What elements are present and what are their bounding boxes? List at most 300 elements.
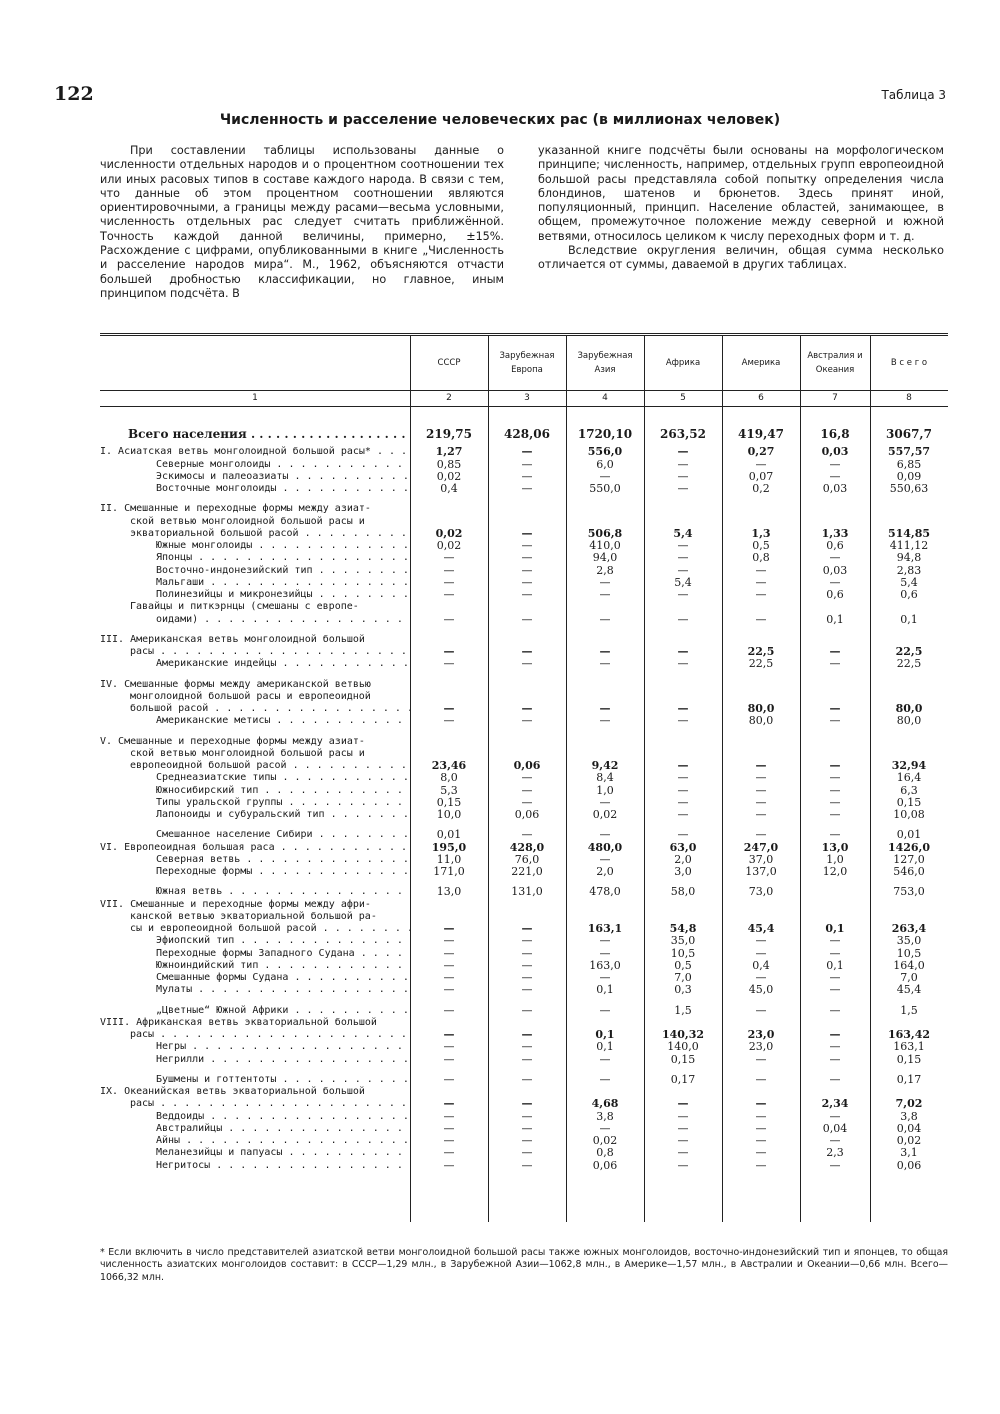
- table-cell: 45,0: [748, 983, 774, 997]
- table-row: [100, 446, 948, 458]
- column-number: 5: [680, 393, 686, 403]
- row-label: ской ветвью монголоидной большой расы и: [130, 515, 365, 527]
- table-cell: —: [521, 469, 533, 483]
- table-cell: —: [677, 702, 689, 715]
- table-row: [100, 715, 948, 727]
- table-cell: 221,0: [511, 865, 543, 878]
- table-cell: 0,15: [896, 1052, 922, 1066]
- table-cell: —: [829, 783, 841, 797]
- table-cell: —: [443, 551, 455, 565]
- table-cell: —: [677, 469, 689, 483]
- table-cell: —: [829, 714, 841, 728]
- column-divider: [488, 336, 489, 1222]
- table-cell: 163,1: [893, 1040, 925, 1054]
- table-cell: 10,5: [896, 946, 922, 960]
- table-cell: —: [521, 702, 533, 715]
- table-cell: 2,34: [821, 1097, 849, 1111]
- table-cell: —: [443, 1121, 455, 1135]
- column-divider: [870, 336, 871, 1222]
- table-cell: 263,52: [660, 427, 706, 441]
- table-row: [100, 679, 948, 691]
- table-row: [100, 1005, 948, 1017]
- column-number: 2: [446, 393, 452, 403]
- table-cell: 0,02: [436, 469, 462, 483]
- table-cell: —: [521, 526, 533, 540]
- table-cell: —: [677, 563, 689, 577]
- table-cell: —: [521, 922, 533, 935]
- table-cell: —: [677, 1097, 689, 1111]
- table-row: [100, 528, 948, 540]
- table-cell: —: [599, 795, 611, 809]
- table-cell: 0,1: [825, 922, 845, 935]
- table-cell: 0,4: [752, 958, 770, 972]
- table-cell: 22,5: [747, 645, 775, 658]
- table-cell: —: [521, 971, 533, 984]
- table-cell: 0,1: [596, 983, 614, 997]
- table-cell: —: [443, 946, 455, 960]
- table-cell: 1720,10: [577, 427, 633, 441]
- row-label: Смешанные формы Судана . . .: [100, 972, 410, 984]
- table-cell: —: [521, 482, 533, 495]
- table-cell: —: [599, 714, 611, 728]
- table-row: [100, 842, 948, 854]
- table-cell: 80,0: [895, 702, 923, 715]
- table-row: [100, 886, 948, 898]
- table-cell: 0,06: [896, 1158, 922, 1172]
- table-row: [100, 809, 948, 821]
- table-cell: 478,0: [589, 885, 621, 899]
- column-header: Америка: [741, 357, 781, 368]
- table-row: [100, 736, 948, 748]
- table-cell: —: [829, 551, 841, 565]
- table-cell: —: [755, 1158, 767, 1172]
- table-cell: —: [443, 1158, 455, 1172]
- table-cell: 76,0: [514, 852, 540, 866]
- table-cell: 0,04: [822, 1121, 848, 1135]
- table-cell: —: [677, 771, 689, 785]
- table-cell: —: [755, 612, 767, 626]
- table-cell: 753,0: [893, 885, 925, 899]
- table-cell: 419,47: [738, 427, 784, 441]
- table-cell: —: [521, 1109, 533, 1123]
- table-cell: —: [755, 934, 767, 948]
- table-cell: 1,5: [674, 1003, 692, 1017]
- row-label: сы и европеоидной большой расой . . .: [100, 923, 410, 935]
- table-cell: —: [599, 1052, 611, 1066]
- table-cell: 514,85: [887, 526, 931, 540]
- table-cell: —: [521, 457, 533, 471]
- table-cell: 10,08: [893, 808, 925, 821]
- table-row: [100, 1123, 948, 1135]
- page-title: Численность и расселение человеческих рас (в миллионах человек): [219, 112, 781, 128]
- table-cell: 3,0: [674, 865, 692, 878]
- row-label: канской ветвью экваториальной большой ра-: [130, 910, 377, 922]
- table-row: [100, 577, 948, 589]
- table-row: [100, 785, 948, 797]
- table-cell: 0,15: [896, 795, 922, 809]
- table-cell: —: [755, 1134, 767, 1147]
- table-cell: —: [829, 946, 841, 960]
- table-cell: 63,0: [669, 840, 697, 854]
- table-cell: —: [521, 1028, 533, 1041]
- table-cell: —: [521, 1097, 533, 1111]
- table-cell: 45,4: [747, 922, 775, 935]
- table-cell: —: [599, 852, 611, 866]
- row-label: „Цветные“ Южной Африки . . .: [100, 1005, 410, 1017]
- row-label: расы . . .: [100, 646, 410, 658]
- row-label: IV. Смешанные формы между американской ветвью: [100, 678, 371, 690]
- table-cell: —: [521, 1072, 533, 1086]
- column-divider: [800, 336, 801, 1222]
- table-cell: —: [599, 934, 611, 948]
- table-row: [100, 960, 948, 972]
- intro-right-column: [538, 144, 944, 273]
- table-cell: 1,33: [821, 526, 849, 540]
- row-label: Полинезийцы и микронезийцы . . .: [100, 589, 410, 601]
- table-cell: —: [755, 588, 767, 601]
- table-row: [100, 923, 948, 935]
- row-label: Веддоиды . . .: [100, 1111, 410, 1123]
- table-cell: —: [443, 588, 455, 601]
- table-label: Таблица 3: [881, 88, 946, 102]
- table-cell: 16,8: [820, 427, 850, 441]
- table-cell: 1,27: [435, 445, 463, 459]
- table-cell: —: [677, 1146, 689, 1160]
- table-cell: —: [521, 1040, 533, 1054]
- table-cell: —: [599, 828, 611, 842]
- table-cell: 5,3: [440, 783, 458, 797]
- table-cell: 2,0: [674, 852, 692, 866]
- table-cell: 23,0: [748, 1040, 774, 1054]
- table-cell: —: [755, 971, 767, 984]
- table-cell: 195,0: [431, 840, 467, 854]
- table-cell: —: [829, 1158, 841, 1172]
- table-cell: 2,8: [596, 563, 614, 577]
- table-cell: 0,09: [896, 469, 922, 483]
- table-cell: —: [599, 588, 611, 601]
- table-cell: —: [755, 1109, 767, 1123]
- table-cell: —: [521, 539, 533, 552]
- table-cell: —: [829, 1134, 841, 1147]
- table-cell: —: [443, 1146, 455, 1160]
- table-cell: —: [829, 1072, 841, 1086]
- table-cell: —: [829, 771, 841, 785]
- row-label: I. Асиатская ветвь монголоидной большой расы* . . .: [100, 446, 410, 458]
- table-top-rule: [100, 333, 948, 334]
- intro-paragraph: Вследствие округления величин, общая сумма несколько отличается от суммы, даваемой в других таблицах.: [538, 244, 944, 272]
- table-cell: 0,1: [900, 612, 918, 626]
- table-row: [100, 1074, 948, 1086]
- table-cell: 247,0: [743, 840, 779, 854]
- table-cell: 556,0: [587, 445, 623, 459]
- row-label: Мулаты . . .: [100, 984, 410, 996]
- table-row: [100, 503, 948, 515]
- table-cell: —: [521, 795, 533, 809]
- column-header: Зарубежная Азия: [577, 350, 633, 375]
- header-rule: [100, 390, 948, 391]
- row-label: монголоидной большой расы и европеоидной: [130, 690, 371, 702]
- row-label: большой расой . . .: [100, 703, 410, 715]
- table-cell: 6,3: [900, 783, 918, 797]
- table-cell: 80,0: [747, 702, 775, 715]
- row-label: Австралийцы . . .: [100, 1123, 410, 1135]
- table-cell: 0,02: [436, 539, 462, 552]
- row-label: расы . . .: [100, 1029, 410, 1041]
- row-label: Эскимосы и палеоазиаты . . .: [100, 471, 410, 483]
- table-row: [100, 601, 948, 613]
- table-cell: —: [443, 1109, 455, 1123]
- table-cell: —: [677, 759, 689, 772]
- table-cell: 557,57: [887, 445, 931, 459]
- table-cell: 171,0: [433, 865, 465, 878]
- table-cell: 0,27: [747, 445, 775, 459]
- table-cell: —: [443, 1003, 455, 1017]
- table-cell: —: [829, 702, 841, 715]
- table-cell: 80,0: [748, 714, 774, 728]
- table-row: [100, 1041, 948, 1053]
- row-label: Переходные формы Западного Судана . . .: [100, 948, 410, 960]
- table-cell: —: [443, 612, 455, 626]
- table-cell: 0,02: [435, 526, 463, 540]
- table-cell: —: [829, 645, 841, 658]
- table-cell: 0,6: [826, 539, 844, 552]
- table-cell: 137,0: [745, 865, 777, 878]
- table-cell: 0,8: [596, 1146, 614, 1160]
- table-row: [100, 1135, 948, 1147]
- table-row: [100, 703, 948, 715]
- row-label: Меланезийцы и папуасы . . .: [100, 1147, 410, 1159]
- table-cell: 0,4: [440, 482, 458, 495]
- table-cell: —: [443, 702, 455, 715]
- table-cell: —: [521, 657, 533, 671]
- table-cell: —: [677, 1134, 689, 1147]
- table-cell: —: [599, 1003, 611, 1017]
- table-cell: —: [443, 983, 455, 997]
- table-cell: 0,17: [896, 1072, 922, 1086]
- row-label: Мальгаши . . .: [100, 577, 410, 589]
- table-row: [100, 589, 948, 601]
- table-cell: 58,0: [670, 885, 696, 899]
- table-row: [100, 948, 948, 960]
- table-cell: —: [755, 1052, 767, 1066]
- table-row: [100, 911, 948, 923]
- table-cell: —: [755, 783, 767, 797]
- table-cell: —: [521, 714, 533, 728]
- table-cell: 5,4: [900, 575, 918, 589]
- table-cell: 127,0: [893, 852, 925, 866]
- table-cell: 73,0: [748, 885, 774, 899]
- table-cell: —: [521, 645, 533, 658]
- table-cell: —: [677, 457, 689, 471]
- table-cell: 10,0: [436, 808, 462, 821]
- table-cell: —: [677, 808, 689, 821]
- table-cell: 411,12: [889, 539, 929, 552]
- table-cell: 5,4: [674, 575, 692, 589]
- row-label: Южноиндийский тип . . .: [100, 960, 410, 972]
- table-cell: —: [755, 946, 767, 960]
- table-cell: 1,0: [596, 783, 614, 797]
- table-cell: 6,85: [896, 457, 922, 471]
- table-cell: —: [521, 563, 533, 577]
- table-cell: —: [443, 714, 455, 728]
- row-label: расы . . .: [100, 1098, 410, 1110]
- table-cell: 23,46: [431, 759, 467, 772]
- table-cell: —: [829, 795, 841, 809]
- table-cell: —: [755, 1003, 767, 1017]
- table-cell: 22,5: [748, 657, 774, 671]
- table-cell: 13,0: [821, 840, 849, 854]
- table-cell: —: [755, 795, 767, 809]
- table-row: [100, 471, 948, 483]
- table-cell: —: [443, 657, 455, 671]
- table-row: [100, 540, 948, 552]
- table-row: [100, 691, 948, 703]
- column-number-rule: [100, 406, 948, 407]
- table-cell: 35,0: [670, 934, 696, 948]
- table-cell: 7,02: [895, 1097, 923, 1111]
- footnote: * Если включить в число представителей азиатской ветви монголоидной большой расы также южных монголоидов, восточно-индонезийский тип и японцев, то общая численность азиатских монголоидов составит: в СССР—1,29 млн., в Зарубежной Азии—1062,8 млн., в Америке—1,57 млн., в Австралии и Океании—0,66 млн. Всего—1066,32 млн.: [100, 1247, 948, 1283]
- table-cell: —: [755, 563, 767, 577]
- row-label: Смешанное население Сибири . . .: [100, 829, 410, 841]
- table-row: [100, 1017, 948, 1029]
- table-cell: —: [829, 983, 841, 997]
- row-label: Бушмены и готтентоты . . .: [100, 1074, 410, 1086]
- table-total-row: [100, 428, 948, 440]
- table-cell: —: [443, 1028, 455, 1041]
- table-cell: —: [599, 702, 611, 715]
- table-cell: —: [521, 934, 533, 948]
- table-cell: —: [521, 445, 533, 459]
- table-cell: 12,0: [822, 865, 848, 878]
- table-cell: —: [443, 1097, 455, 1111]
- column-divider: [410, 336, 411, 1222]
- table-row: [100, 614, 948, 626]
- table-row: [100, 483, 948, 495]
- table-cell: 0,04: [896, 1121, 922, 1135]
- row-label: Гавайцы и питкэрнцы (смешаны с европе-: [130, 601, 359, 613]
- row-label: Восточно-индонезийский тип . . .: [100, 565, 410, 577]
- table-cell: 0,06: [513, 759, 541, 772]
- table-row: [100, 459, 948, 471]
- table-cell: 22,5: [895, 645, 923, 658]
- column-header: СССР: [437, 357, 461, 368]
- table-cell: 140,32: [661, 1028, 705, 1041]
- table-cell: 37,0: [748, 852, 774, 866]
- table-cell: —: [521, 612, 533, 626]
- table-cell: 45,4: [896, 983, 922, 997]
- table-cell: —: [755, 457, 767, 471]
- table-cell: —: [443, 922, 455, 935]
- table-cell: 428,06: [504, 427, 550, 441]
- table-cell: 9,42: [591, 759, 619, 772]
- table-cell: —: [677, 482, 689, 495]
- row-label: Американские индейцы . . .: [100, 658, 410, 670]
- table-cell: 0,1: [826, 958, 844, 972]
- table-cell: 140,0: [667, 1040, 699, 1054]
- table-row: [100, 658, 948, 670]
- table-cell: 0,85: [436, 457, 462, 471]
- table-cell: —: [755, 1121, 767, 1135]
- column-number: 1: [252, 393, 258, 403]
- table-cell: —: [677, 551, 689, 565]
- table-cell: 0,15: [670, 1052, 696, 1066]
- table-cell: 11,0: [436, 852, 462, 866]
- table-cell: 5,4: [673, 526, 693, 540]
- row-label: Среднеазиатские типы . . .: [100, 772, 410, 784]
- column-number: 8: [906, 393, 912, 403]
- row-label: V. Смешанные и переходные формы между азиат-: [100, 735, 365, 747]
- table-row: [100, 634, 948, 646]
- table-row: [100, 552, 948, 564]
- column-number: 3: [524, 393, 530, 403]
- table-cell: —: [599, 657, 611, 671]
- table-cell: —: [521, 771, 533, 785]
- table-cell: 0,03: [822, 563, 848, 577]
- table-cell: 428,0: [509, 840, 545, 854]
- table-cell: —: [443, 934, 455, 948]
- table-cell: —: [755, 1097, 767, 1111]
- row-label: Восточные монголоиды . . .: [100, 483, 410, 495]
- table-cell: —: [521, 958, 533, 972]
- table-cell: —: [829, 934, 841, 948]
- table-cell: —: [521, 1146, 533, 1160]
- table-row: [100, 935, 948, 947]
- row-label: Южносибирский тип . . .: [100, 785, 410, 797]
- row-label: Лапоноиды и субуральский тип . . .: [100, 809, 410, 821]
- table-cell: 0,17: [670, 1072, 696, 1086]
- table-cell: 0,1: [826, 612, 844, 626]
- table-cell: —: [755, 828, 767, 842]
- column-number: 6: [758, 393, 764, 403]
- column-divider: [644, 336, 645, 1222]
- table-cell: —: [599, 946, 611, 960]
- row-label: оидами) . . .: [100, 614, 410, 626]
- table-cell: —: [521, 1134, 533, 1147]
- table-cell: 2,0: [596, 865, 614, 878]
- table-cell: 3,8: [596, 1109, 614, 1123]
- table-cell: 80,0: [896, 714, 922, 728]
- column-number: 4: [602, 393, 608, 403]
- table-cell: 163,1: [587, 922, 623, 935]
- table-cell: —: [677, 1121, 689, 1135]
- table-cell: —: [599, 971, 611, 984]
- table-cell: 0,2: [752, 482, 770, 495]
- table-row: [100, 972, 948, 984]
- table-row: [100, 1160, 948, 1172]
- table-cell: —: [677, 795, 689, 809]
- column-header: Африка: [665, 357, 701, 368]
- table-cell: 506,8: [587, 526, 623, 540]
- table-cell: —: [443, 1072, 455, 1086]
- table-row: [100, 760, 948, 772]
- table-cell: 0,15: [436, 795, 462, 809]
- table-cell: —: [677, 714, 689, 728]
- row-label: VII. Смешанные и переходные формы между афри-: [100, 898, 371, 910]
- row-label: Южная ветвь . . .: [100, 886, 410, 898]
- table-cell: 32,94: [891, 759, 927, 772]
- table-cell: 0,1: [596, 1040, 614, 1054]
- table-cell: —: [521, 983, 533, 997]
- table-row: [100, 772, 948, 784]
- table-row: [100, 1147, 948, 1159]
- table-cell: —: [521, 575, 533, 589]
- column-divider: [722, 336, 723, 1222]
- table-cell: 1,3: [751, 526, 771, 540]
- table-cell: 0,6: [900, 588, 918, 601]
- table-cell: 480,0: [587, 840, 623, 854]
- table-cell: 94,0: [592, 551, 618, 565]
- table-cell: —: [521, 1121, 533, 1135]
